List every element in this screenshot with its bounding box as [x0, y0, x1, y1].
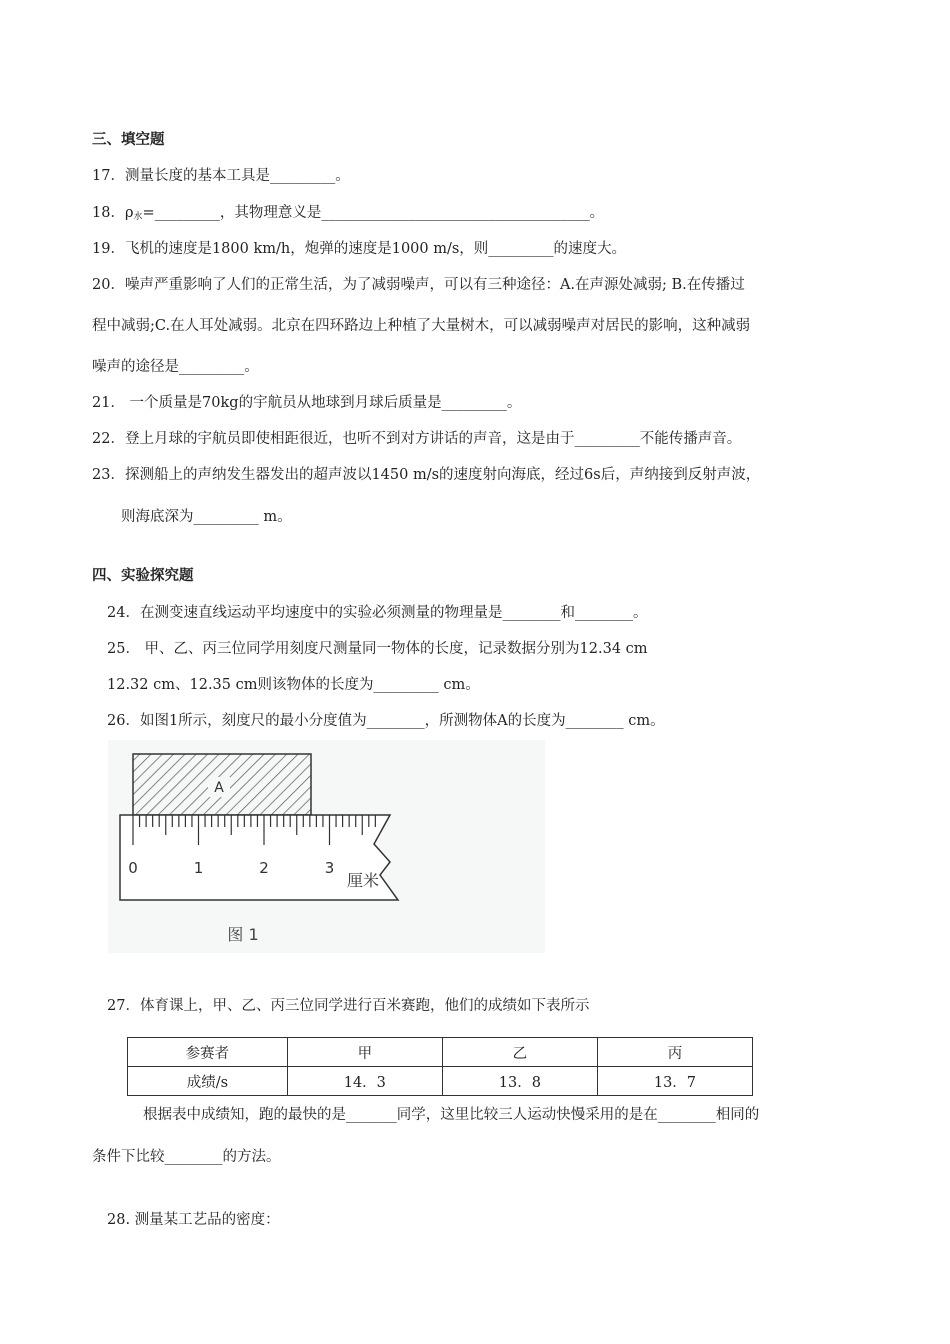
question-27-followup-line-2: 条件下比较________的方法。: [92, 1149, 281, 1165]
block-a-label: A: [214, 780, 224, 796]
results-table: [127, 1037, 753, 1096]
section-3-heading: 三、填空题: [92, 132, 165, 148]
ruler-figure: [108, 740, 545, 953]
figure-caption: 图 1: [227, 925, 259, 944]
question-18-rest: =_________，其物理意义是_____________________________________。: [142, 205, 605, 221]
table-header-cell: 参赛者: [128, 1038, 288, 1067]
tick-label-1: 1: [193, 859, 204, 877]
question-20-line-1: 20．噪声严重影响了人们的正常生活，为了减弱噪声，可以有三种途径：A.在声源处减弱; B.在传播过: [92, 277, 745, 293]
question-23-line-2: 则海底深为_________ m。: [121, 509, 292, 525]
question-17: 17．测量长度的基本工具是_________。: [92, 168, 350, 184]
table-cell: 13．7: [597, 1067, 752, 1096]
ruler-unit: 厘米: [346, 871, 380, 890]
table-header-cell: 丙: [597, 1038, 752, 1067]
tick-label-3: 3: [324, 859, 335, 877]
question-28: 28. 测量某工艺品的密度：: [107, 1212, 280, 1228]
table-cell: 13．8: [442, 1067, 597, 1096]
question-20-line-2: 程中减弱;C.在人耳处减弱。北京在四环路边上种植了大量树木，可以减弱噪声对居民的影响，这种减弱: [92, 318, 751, 334]
question-27-followup-line-1: 根据表中成绩知，跑的最快的是_______同学，这里比较三人运动快慢采用的是在________相同的: [143, 1107, 760, 1123]
question-25-line-1: 25． 甲、乙、丙三位同学用刻度尺测量同一物体的长度，记录数据分别为12.34 cm: [107, 641, 648, 657]
table-cell: 14．3: [287, 1067, 442, 1096]
question-24: 24．在测变速直线运动平均速度中的实验必须测量的物理量是________和________。: [107, 605, 648, 621]
question-20-line-3: 噪声的途径是_________。: [92, 359, 259, 375]
table-header-cell: 乙: [442, 1038, 597, 1067]
section-4-heading: 四、实验探究题: [92, 568, 194, 584]
tick-label-2: 2: [259, 859, 269, 877]
question-27: 27．体育课上，甲、乙、丙三位同学进行百米赛跑，他们的成绩如下表所示: [107, 998, 590, 1014]
table-row: [128, 1038, 753, 1067]
question-23-line-1: 23．探测船上的声纳发生器发出的超声波以1450 m/s的速度射向海底，经过6s后，声纳接到反射声波，: [92, 467, 761, 483]
table-header-cell: 甲: [287, 1038, 442, 1067]
question-18: [92, 201, 604, 222]
question-25-line-2: 12.32 cm、12.35 cm则该物体的长度为_________ cm。: [107, 677, 480, 693]
question-22: 22．登上月球的宇航员即使相距很近，也听不到对方讲话的声音，这是由于_________不能传播声音。: [92, 431, 742, 447]
question-18-prefix: 18．ρ: [92, 205, 134, 221]
question-21: 21． 一个质量是70kg的宇航员从地球到月球后质量是_________。: [92, 395, 522, 411]
tick-label-0: 0: [128, 859, 138, 877]
table-cell: 成绩/s: [128, 1067, 288, 1096]
table-row: [128, 1067, 753, 1096]
question-26: 26．如图1所示，刻度尺的最小分度值为________，所测物体A的长度为________ cm。: [107, 713, 665, 729]
question-18-subscript: 水: [133, 212, 143, 222]
question-19: 19．飞机的速度是1800 km/h，炮弹的速度是1000 m/s，则_________的速度大。: [92, 241, 627, 257]
